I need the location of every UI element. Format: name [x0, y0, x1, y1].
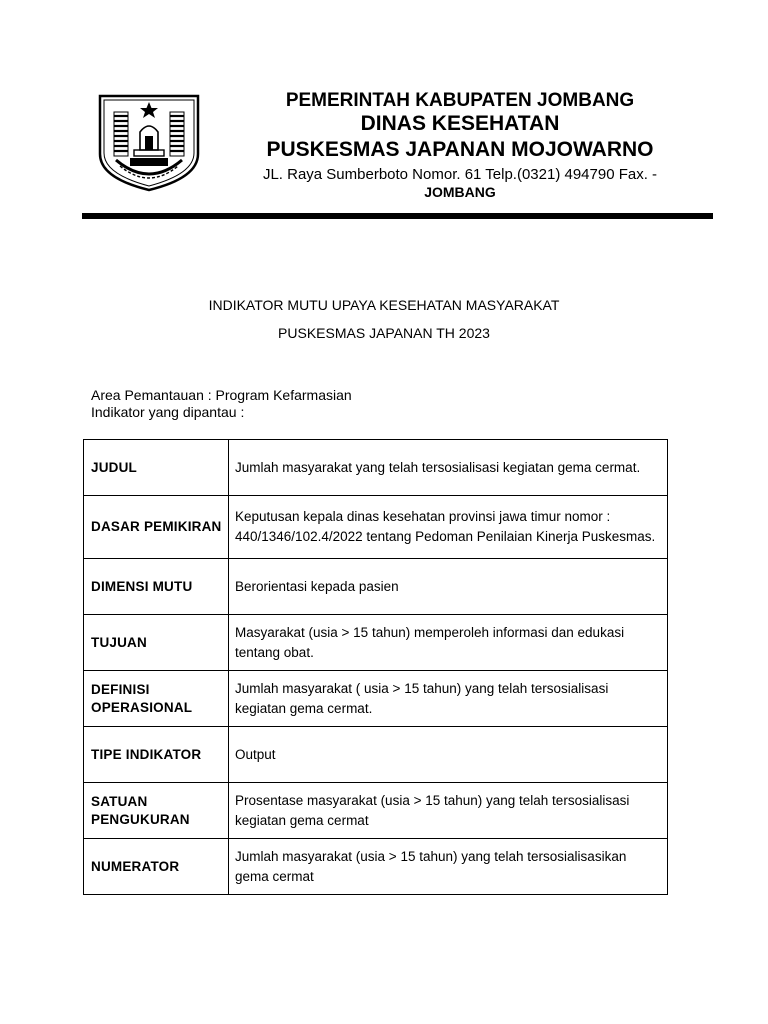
table-row — [84, 615, 668, 671]
row-value: Masyarakat (usia > 15 tahun) memperoleh informasi dan edukasi tentang obat. — [229, 615, 668, 671]
table-row — [84, 440, 668, 496]
row-value: Prosentase masyarakat (usia > 15 tahun) yang telah tersosialisasi kegiatan gema cermat — [229, 783, 668, 839]
table-row — [84, 671, 668, 727]
letterhead — [230, 90, 690, 200]
table-row — [84, 727, 668, 783]
letterhead-divider — [82, 213, 713, 219]
row-value: Berorientasi kepada pasien — [229, 559, 668, 615]
monitoring-area — [91, 387, 352, 421]
row-label: DASAR PEMIKIRAN — [84, 496, 229, 559]
puskesmas-name: PUSKESMAS JAPANAN MOJOWARNO — [266, 138, 654, 161]
row-label: DEFINISI OPERASIONAL — [84, 671, 229, 727]
table-row — [84, 496, 668, 559]
agency-name: DINAS KESEHATAN — [360, 112, 560, 135]
indicator-table — [83, 439, 668, 895]
document-title: INDIKATOR MUTU UPAYA KESEHATAN MASYARAKAT — [208, 297, 560, 313]
row-label: TIPE INDIKATOR — [84, 727, 229, 783]
row-value: Jumlah masyarakat (usia > 15 tahun) yang telah tersosialisasikan gema cermat — [229, 839, 668, 895]
row-value: Keputusan kepala dinas kesehatan provinsi jawa timur nomor : 440/1346/102.4/2022 tentang Pedoman Penilaian Kinerja Puskesmas. — [229, 496, 668, 559]
row-value: Output — [229, 727, 668, 783]
row-label: JUDUL — [84, 440, 229, 496]
government-name: PEMERINTAH KABUPATEN JOMBANG — [285, 90, 635, 111]
table-row — [84, 839, 668, 895]
document-subtitle: PUSKESMAS JAPANAN TH 2023 — [278, 325, 490, 341]
row-label: NUMERATOR — [84, 839, 229, 895]
row-value: Jumlah masyarakat ( usia > 15 tahun) yang telah tersosialisasi kegiatan gema cermat. — [229, 671, 668, 727]
table-row — [84, 559, 668, 615]
row-label: DIMENSI MUTU — [84, 559, 229, 615]
row-label: TUJUAN — [84, 615, 229, 671]
row-value: Jumlah masyarakat yang telah tersosialisasi kegiatan gema cermat. — [229, 440, 668, 496]
jombang-regency-emblem-icon — [96, 92, 202, 192]
address-line: JL. Raya Sumberboto Nomor. 61 Telp.(0321) 494790 Fax. - — [262, 166, 658, 183]
area-pemantauan-text: Area Pemantauan : Program Kefarmasian — [91, 387, 352, 403]
table-row — [84, 783, 668, 839]
row-label: SATUAN PENGUKURAN — [84, 783, 229, 839]
indikator-dipantau-text: Indikator yang dipantau : — [91, 404, 245, 420]
city-line: JOMBANG — [424, 184, 496, 200]
